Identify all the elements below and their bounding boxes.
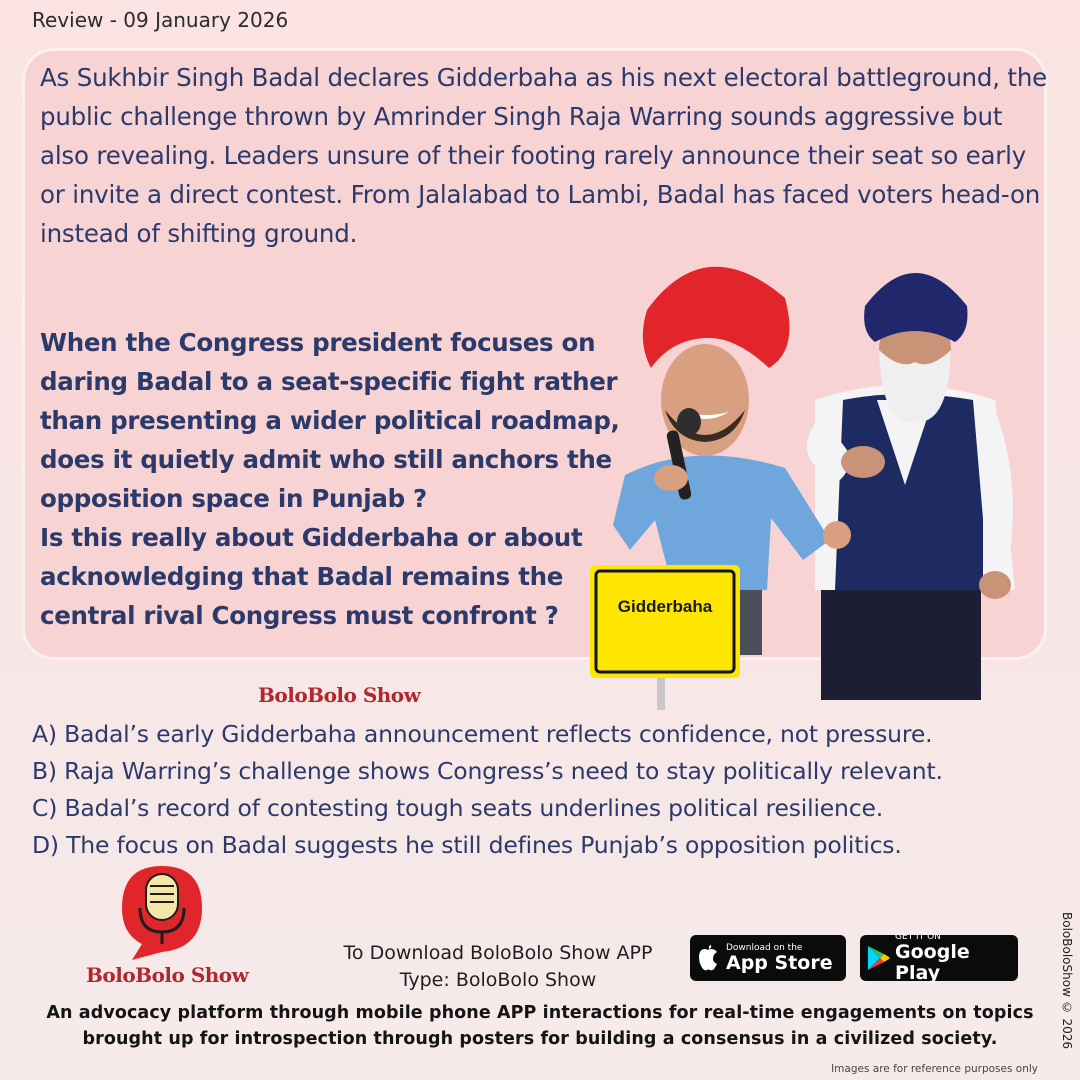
review-date: Review - 09 January 2026 xyxy=(32,8,289,32)
brand-name-small: BoloBolo Show xyxy=(258,683,421,707)
app-store-button[interactable] xyxy=(690,935,846,981)
option-d[interactable]: D) The focus on Badal suggests he still defines Punjab’s opposition politics. xyxy=(32,831,902,859)
question-text-1: When the Congress president focuses on daring Badal to a seat-specific fight rather than presenting a wider political roadmap, does it quietly admit who still anchors the opposition space in Punjab ? xyxy=(40,328,620,513)
apple-icon xyxy=(690,935,726,981)
option-c[interactable]: C) Badal’s record of contesting tough seats underlines political resilience. xyxy=(32,794,883,822)
google-play-button[interactable] xyxy=(860,932,1018,984)
question-block xyxy=(40,323,640,635)
answer-options xyxy=(32,716,1072,864)
download-line-2: Type: BoloBolo Show xyxy=(399,969,597,991)
elder-figure xyxy=(807,273,1015,700)
download-line-1: To Download BoloBolo Show APP xyxy=(343,942,653,964)
gidderbaha-signboard xyxy=(590,565,740,710)
brand-name-logo: BoloBolo Show xyxy=(86,963,249,987)
download-instructions xyxy=(330,940,666,994)
option-a[interactable]: A) Badal’s early Gidderbaha announcement reflects confidence, not pressure. xyxy=(32,720,933,748)
disclaimer: Images are for reference purposes only xyxy=(831,1063,1038,1075)
app-store-small-text: Download on the xyxy=(726,942,803,953)
google-play-small-text: GET IT ON xyxy=(895,932,941,942)
copyright: BoloBoloShow © 2026 xyxy=(1060,912,1074,1050)
signboard-text: Gidderbaha xyxy=(617,597,713,616)
google-play-icon xyxy=(860,935,895,981)
microphone-logo-icon xyxy=(108,862,218,962)
politicians-illustration xyxy=(585,250,1045,710)
option-b[interactable]: B) Raja Warring’s challenge shows Congress’s need to stay politically relevant. xyxy=(32,757,943,785)
intro-paragraph: As Sukhbir Singh Badal declares Gidderbaha as his next electoral battleground, the public challenge thrown by Amrinder Singh Raja Warring sounds aggressive but also revealing. Leaders unsure of their footing rarely announce their seat so early or invite a direct contest. From Jalalabad to Lambi, Badal has faced voters head-on instead of shifting ground. xyxy=(40,63,1048,248)
tagline: An advocacy platform through mobile phone APP interactions for real-time engagements on topics brought up for introspection through posters for building a consensus in a civilized society. xyxy=(46,1003,1034,1049)
question-text-2: Is this really about Gidderbaha or about acknowledging that Badal remains the central rival Congress must confront ? xyxy=(40,523,583,630)
google-play-big-text: Google Play xyxy=(895,941,970,984)
app-store-big-text: App Store xyxy=(726,951,833,974)
